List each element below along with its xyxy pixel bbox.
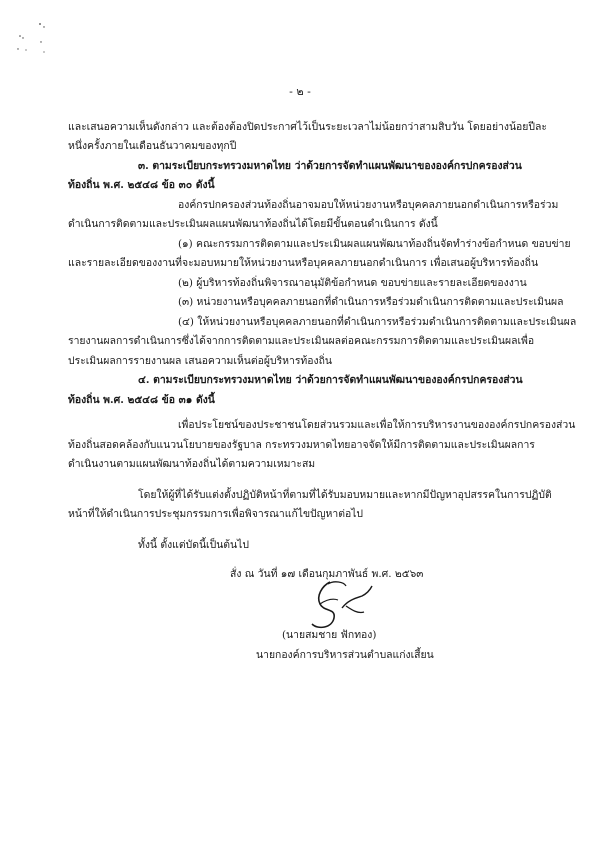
step-4: (๔) ให้หน่วยงานหรือบุคคลภายนอกที่ดำเนินการหรือร่วมดำเนินการติดตามและประเมินผล xyxy=(178,316,577,328)
step-4-cont: รายงานผลการดำเนินการซึ่งได้จากการติดตามและประเมินผลต่อคณะกรรมการติดตามและประเมินผลเพื่อ xyxy=(68,335,535,347)
order-date: สั่ง ณ วันที่ ๑๗ เดือนกุมภาพันธ์ พ.ศ. ๒๕๖๓ xyxy=(230,568,424,580)
body-line-16: เพื่อประโยชน์ของประชาชนโดยส่วนรวมและเพื่อให้การบริหารงานขององค์กรปกครองส่วน xyxy=(178,419,576,431)
scan-specks xyxy=(0,0,60,60)
signer-name: (นายสมชาย ฟักทอง) xyxy=(282,629,377,641)
step-4-cont-2: ประเมินผลการรายงานผล เสนอความเห็นต่อผู้บริหารท้องถิ่น xyxy=(68,355,332,367)
body-line-18: ดำเนินงานตามแผนพัฒนาท้องถิ่นได้ตามความเหมาะสม xyxy=(68,458,316,470)
effective-statement: ทั้งนี้ ตั้งแต่บัดนี้เป็นต้นไป xyxy=(138,539,249,551)
section-3-heading-cont: ท้องถิ่น พ.ศ. ๒๕๔๘ ข้อ ๓๐ ดังนี้ xyxy=(68,179,215,191)
signer-title: นายกองค์การบริหารส่วนตำบลแก่งเสี้ยน xyxy=(256,649,434,661)
body-line-1: และเสนอความเห็นดังกล่าว และต้องต้องปิดประกาศไว้เป็นระยะเวลาไม่น้อยกว่าสามสิบวัน โดยอย่างน้อยปีละ xyxy=(68,121,547,133)
body-line-20: หน้าที่ให้ดำเนินการประชุมกรรมการเพื่อพิจารณาแก้ไขปัญหาต่อไป xyxy=(68,508,364,520)
section-4-heading: ๔. ตามระเบียบกระทรวงมหาดไทย ว่าด้วยการจัดทำแผนพัฒนาขององค์กรปกครองส่วน xyxy=(138,374,523,386)
step-1-cont: และรายละเอียดของงานที่จะมอบหมายให้หน่วยงานหรือบุคคลภายนอกดำเนินการ เพื่อเสนอผู้บริหารท้องถิ่น xyxy=(68,257,539,269)
step-3: (๓) หน่วยงานหรือบุคคลภายนอกที่ดำเนินการหรือร่วมดำเนินการติดตามและประเมินผล xyxy=(178,296,564,308)
body-line-6: ดำเนินการติดตามและประเมินผลแผนพัฒนาท้องถิ่นได้โดยมีขั้นตอนดำเนินการ ดังนี้ xyxy=(68,218,438,230)
body-line-17: ท้องถิ่นสอดคล้องกับแนวนโยบายของรัฐบาล กระทรวงมหาดไทยอาจจัดให้มีการติดตามและประเมินผลการ xyxy=(68,439,535,451)
page-number: - ๒ - xyxy=(289,85,311,98)
body-line-5: องค์กรปกครองส่วนท้องถิ่นอาจมอบให้หน่วยงานหรือบุคคลภายนอกดำเนินการหรือร่วม xyxy=(178,199,559,211)
section-4-heading-cont: ท้องถิ่น พ.ศ. ๒๕๔๘ ข้อ ๓๑ ดังนี้ xyxy=(68,394,215,406)
step-2: (๒) ผู้บริหารท้องถิ่นพิจารณาอนุมัติข้อกำหนด ขอบข่ายและรายละเอียดของงาน xyxy=(178,277,527,289)
body-line-2: หนึ่งครั้งภายในเดือนธันวาคมของทุกปี xyxy=(68,140,237,152)
section-3-heading: ๓. ตามระเบียบกระทรวงมหาดไทย ว่าด้วยการจัดทำแผนพัฒนาขององค์กรปกครองส่วน xyxy=(138,160,522,172)
step-1: (๑) คณะกรรมการติดตามและประเมินผลแผนพัฒนาท้องถิ่นจัดทำร่างข้อกำหนด ขอบข่าย xyxy=(178,238,571,250)
body-line-19: โดยให้ผู้ที่ได้รับแต่งตั้งปฏิบัติหน้าที่ตามที่ได้รับมอบหมายและหากมีปัญหาอุปสรรคในการปฏิบัติ xyxy=(138,489,552,501)
